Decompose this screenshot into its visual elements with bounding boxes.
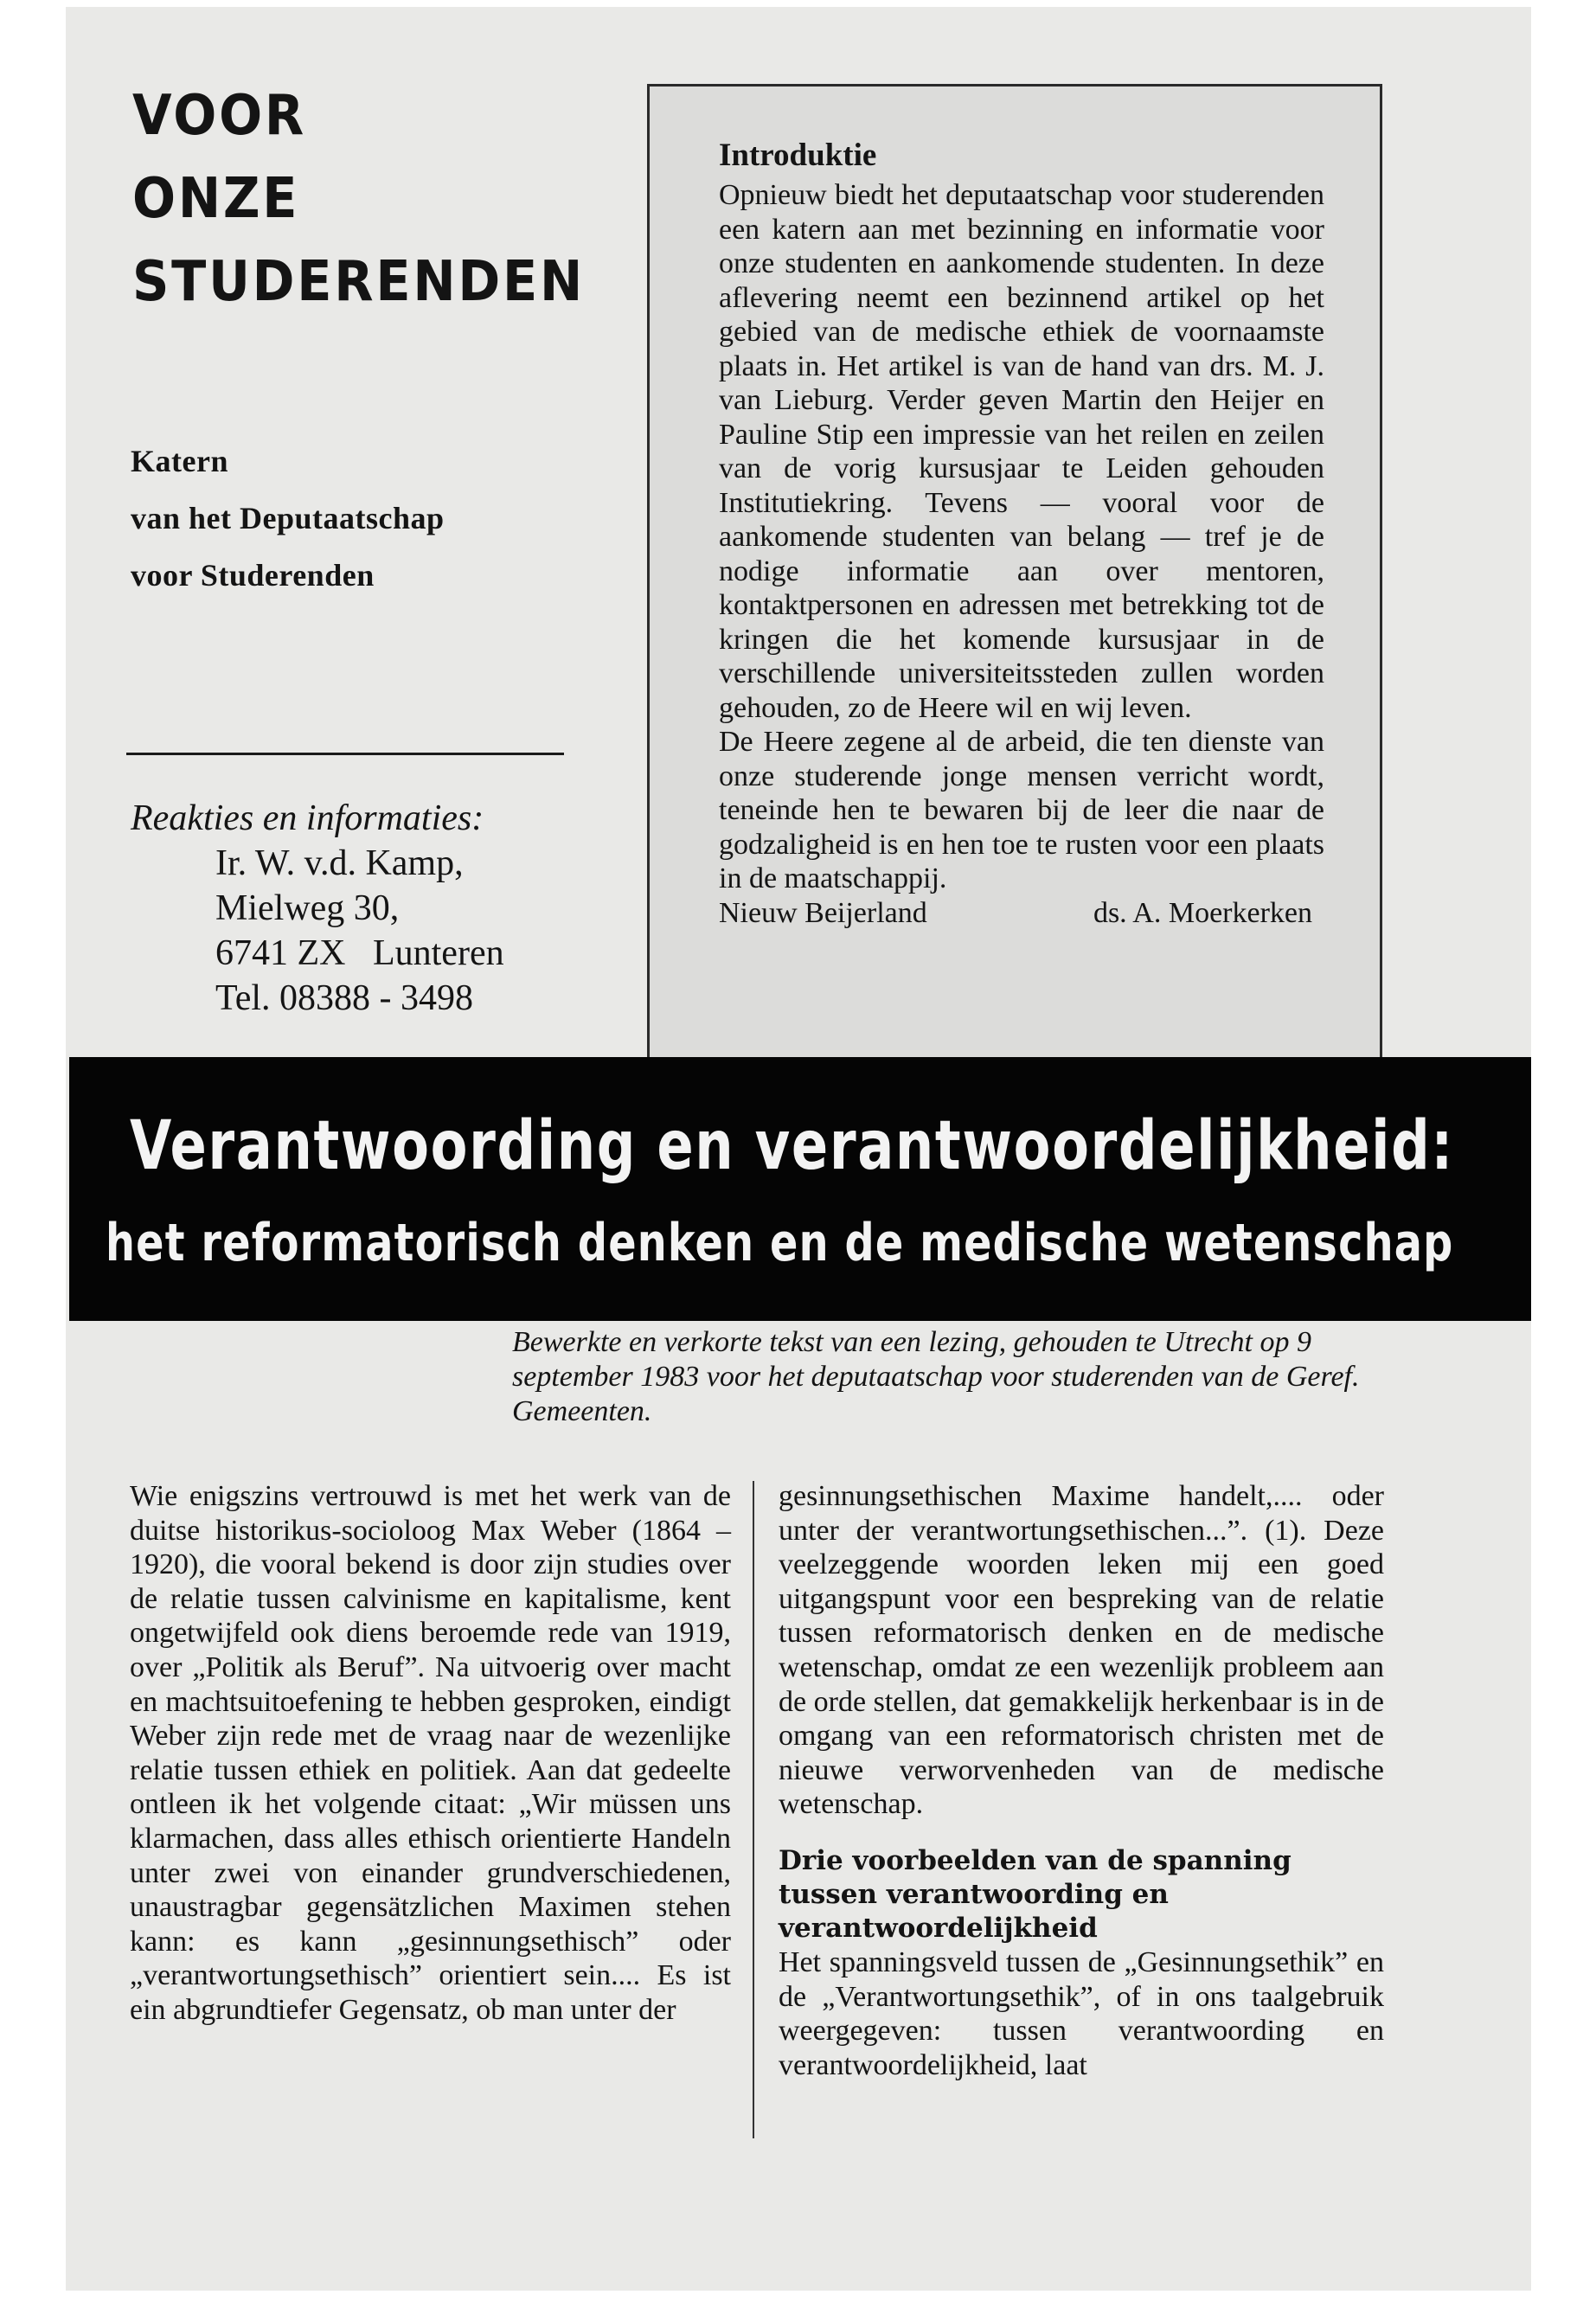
katern-line: Katern xyxy=(131,444,228,478)
article-headline: Verantwoording en verantwoordelijkheid: xyxy=(130,1107,1454,1185)
section-title-line: STUDERENDEN xyxy=(132,250,586,314)
contact-info xyxy=(131,796,615,1021)
introduction-paragraph: De Heere zegene al de arbeid, die ten dienste van onze studerende jonge mensen verricht wordt, teneinde hen te bewaren bij de leer die naar de godzaligheid is en hen toe te rusten voor een plaats in de maatschappij. xyxy=(719,726,1324,894)
article-paragraph: Het spanningsveld tussen de „Gesinnungsethik” en de „Verantwortungsethik”, of in ons taalgebruik weergegeven: tussen verantwoording en verantwoordelijkheid, laat xyxy=(779,1945,1384,2081)
katern-line: van het Deputaatschap xyxy=(131,501,445,535)
introduction-body xyxy=(719,138,1324,930)
katern-line: voor Studerenden xyxy=(131,558,375,593)
signature-place: Nieuw Beijerland xyxy=(719,896,927,929)
source-note: Bewerkte en verkorte tekst van een lezing, gehouden te Utrecht op 9 september 1983 voor het deputaatschap voor studerenden van de Geref. Gemeenten. xyxy=(512,1326,1360,1427)
divider-rule xyxy=(126,753,564,755)
contact-phone: Tel. 08388 - 3498 xyxy=(215,978,474,1018)
introduction-signature xyxy=(719,896,1324,931)
section-title xyxy=(132,74,586,324)
article-column-right xyxy=(779,1479,1384,2082)
section-title-line: VOOR xyxy=(132,84,307,148)
contact-street: Mielweg 30, xyxy=(215,888,400,928)
contact-city: 6741 ZX Lunteren xyxy=(215,933,504,973)
article-subheadline: het reformatorisch denken en de medische wetenschap xyxy=(106,1213,1454,1273)
katern-heading xyxy=(131,433,580,604)
article-column-left xyxy=(130,1479,731,2028)
introduction-box xyxy=(647,84,1382,1057)
article-paragraph: gesinnungsethischen Maxime handelt,.... oder unter der verantwortungsethischen...”. (1). Deze veelzeggende woorden leken mij een goed uitgangspunt voor een bespreking van de relatie tussen reformatorisch denken en de medische wetenschap, omdat ze een wezenlijk probleem aan de orde stellen, dat gemakkelijk herkenbaar is in de omgang van een reformatorisch christen met de nieuwe verworvenheden van de medische wetenschap. xyxy=(779,1480,1384,1821)
article-paragraph: Wie enigszins vertrouwd is met het werk van de duitse historikus-socioloog Max Weber (1864 – 1920), die vooral bekend is door zijn studies over de relatie tussen calvinisme en kapitalisme, kent ongetwijfeld ook diens beroemde rede van 1919, over „Politik als Beruf”. Na uitvoerig over macht en machtsuitoefening te hebben gesproken, eindigt Weber zijn rede met de vraag naar de wezenlijke relatie tussen ethiek en politiek. Aan dat gedeelte ontleen ik het volgende citaat: „Wir müssen uns klarmachen, dass alles ethisch orientierte Handeln unter zwei von einander grundverschiedenen, unaustragbar gegensätzlichen Maximen stehen kann: es kann „gesinnungsethisch” oder „verantwortungsethisch” orientiert sein.... Es ist ein abgrundtiefer Gegensatz, ob man unter der xyxy=(130,1480,731,2026)
section-title-line: ONZE xyxy=(132,167,300,231)
headline-banner xyxy=(69,1057,1531,1321)
introduction-title: Introduktie xyxy=(719,138,877,173)
column-divider xyxy=(753,1481,754,2138)
introduction-paragraph: Opnieuw biedt het deputaatschap voor studerenden een katern aan met bezinning en informatie voor onze studenten en aankomende studenten. In deze aflevering neemt een bezinnend artikel op het gebied van de medische ethiek de voornaamste plaats in. Het artikel is van de hand van drs. M. J. van Lieburg. Verder geven Martin den Heijer en Pauline Stip een impressie van het reilen en zeilen van de vorig kursusjaar te Leiden gehouden Institutiekring. Tevens — vooral voor de aankomende studenten van belang — tref je de nodige informatie aan over mentoren, kontaktpersonen en adressen met betrekking tot de kringen die het komende kursusjaar in de verschillende universiteitssteden zullen worden gehouden, zo de Heere wil en wij leven. xyxy=(719,179,1324,724)
contact-name: Ir. W. v.d. Kamp, xyxy=(215,843,464,883)
contact-lead: Reakties en informaties: xyxy=(131,798,484,838)
signature-author: ds. A. Moerkerken xyxy=(1093,896,1312,929)
article-subheading: Drie voorbeelden van de spanning tussen verantwoording en verantwoordelijkheid xyxy=(779,1844,1292,1944)
